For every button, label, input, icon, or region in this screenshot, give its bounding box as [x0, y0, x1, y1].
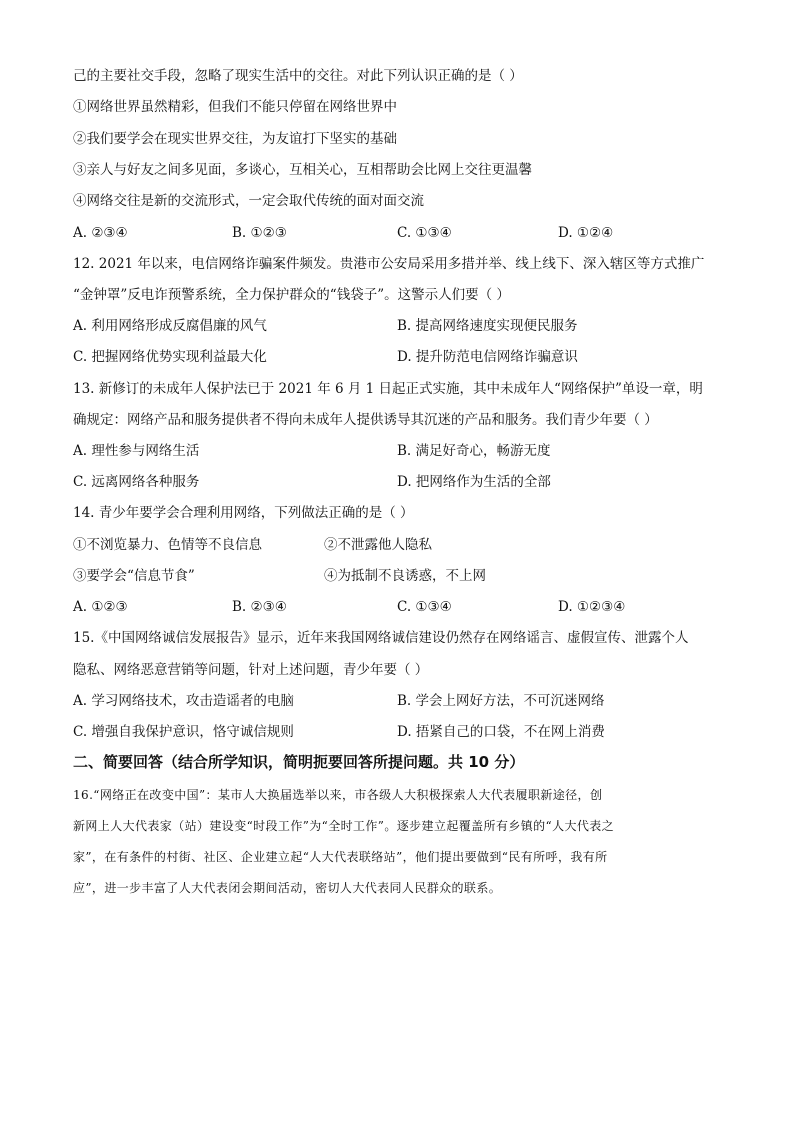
q16-material-line-4: 应”，进一步丰富了人大代表闭会期间活动，密切人大代表同人民群众的联系。: [73, 881, 502, 895]
q12-option-b: B. 提高网络速度实现便民服务: [397, 318, 578, 334]
q11-option-d: D. ①②④: [558, 225, 614, 241]
q13-stem-line-1: 13. 新修订的未成年人保护法已于 2021 年 6 月 1 日起正式实施，其中未成年人“网络保护”单设一章，明: [73, 381, 703, 397]
q14-statement-1: ①不浏览暴力、色情等不良信息: [73, 537, 262, 553]
q14-option-b: B. ②③④: [232, 599, 287, 615]
q12-stem-line-2: “金钟罩”反电诈预警系统，全力保护群众的“钱袋子”。这警示人们要（ ）: [73, 287, 510, 303]
q15-option-b: B. 学会上网好方法，不可沉迷网络: [397, 693, 605, 709]
q12-option-c: C. 把握网络优势实现利益最大化: [73, 349, 267, 365]
q15-option-a: A. 学习网络技术，攻击造谣者的电脑: [73, 693, 294, 709]
q16-material-line-3: 家”，在有条件的村街、社区、企业建立起“人大代表联络站”，他们提出要做到“民有所呼，我有所: [73, 850, 608, 864]
q13-option-b: B. 满足好奇心，畅游无度: [397, 443, 551, 459]
q14-statement-2: ②不泄露他人隐私: [324, 537, 432, 553]
q15-stem-line-1: 15.《中国网络诚信发展报告》显示，近年来我国网络诚信建设仍然存在网络谣言、虚假宣传、泄露个人: [73, 630, 689, 646]
q14-statement-4: ④为抵制不良诱惑，不上网: [324, 568, 486, 584]
q12-stem-line-1: 12. 2021 年以来，电信网络诈骗案件频发。贵港市公安局采用多措并举、线上线下、深入辖区等方式推广: [73, 256, 705, 272]
q16-material-line-2: 新网上人大代表家（站）建设变“时段工作”为“全时工作”。逐步建立起覆盖所有乡镇的“人大代表之: [73, 819, 615, 833]
q13-option-a: A. 理性参与网络生活: [73, 443, 200, 459]
q14-statement-3: ③要学会“信息节食”: [73, 568, 195, 584]
q12-option-d: D. 提升防范电信网络诈骗意识: [397, 349, 578, 365]
section-2-heading: 二、简要回答（结合所学知识，简明扼要回答所提问题。共 10 分）: [73, 753, 525, 771]
q14-option-a: A. ①②③: [73, 599, 128, 615]
q11-option-c: C. ①③④: [397, 225, 452, 241]
q13-option-d: D. 把网络作为生活的全部: [397, 474, 551, 490]
q11-option-a: A. ②③④: [73, 225, 128, 241]
q11-statement-2: ②我们要学会在现实世界交往，为友谊打下坚实的基础: [73, 131, 397, 147]
q14-stem: 14. 青少年要学会合理利用网络，下列做法正确的是（ ）: [73, 505, 414, 521]
q15-option-d: D. 捂紧自己的口袋，不在网上消费: [397, 724, 605, 740]
q11-statement-1: ①网络世界虽然精彩，但我们不能只停留在网络世界中: [73, 99, 397, 115]
q11-option-b: B. ①②③: [232, 225, 287, 241]
q14-option-d: D. ①②③④: [558, 599, 626, 615]
q15-option-c: C. 增强自我保护意识，恪守诚信规则: [73, 724, 294, 740]
q11-statement-3: ③亲人与好友之间多见面，多谈心，互相关心，互相帮助会比网上交往更温馨: [73, 162, 532, 178]
q13-option-c: C. 远离网络各种服务: [73, 474, 200, 490]
q16-material-line-1: 16.“网络正在改变中国”：某市人大换届选举以来，市各级人大积极探索人大代表履职新途径，创: [73, 788, 603, 802]
q12-option-a: A. 利用网络形成反腐倡廉的风气: [73, 318, 267, 334]
q13-stem-line-2: 确规定：网络产品和服务提供者不得向未成年人提供诱导其沉迷的产品和服务。我们青少年要（ ）: [73, 412, 658, 428]
q11-stem-tail: 己的主要社交手段，忽略了现实生活中的交往。对此下列认识正确的是（ ）: [73, 68, 523, 84]
q14-option-c: C. ①③④: [397, 599, 452, 615]
q15-stem-line-2: 隐私、网络恶意营销等问题，针对上述问题，青少年要（ ）: [73, 662, 429, 678]
q11-statement-4: ④网络交往是新的交流形式，一定会取代传统的面对面交流: [73, 193, 424, 209]
